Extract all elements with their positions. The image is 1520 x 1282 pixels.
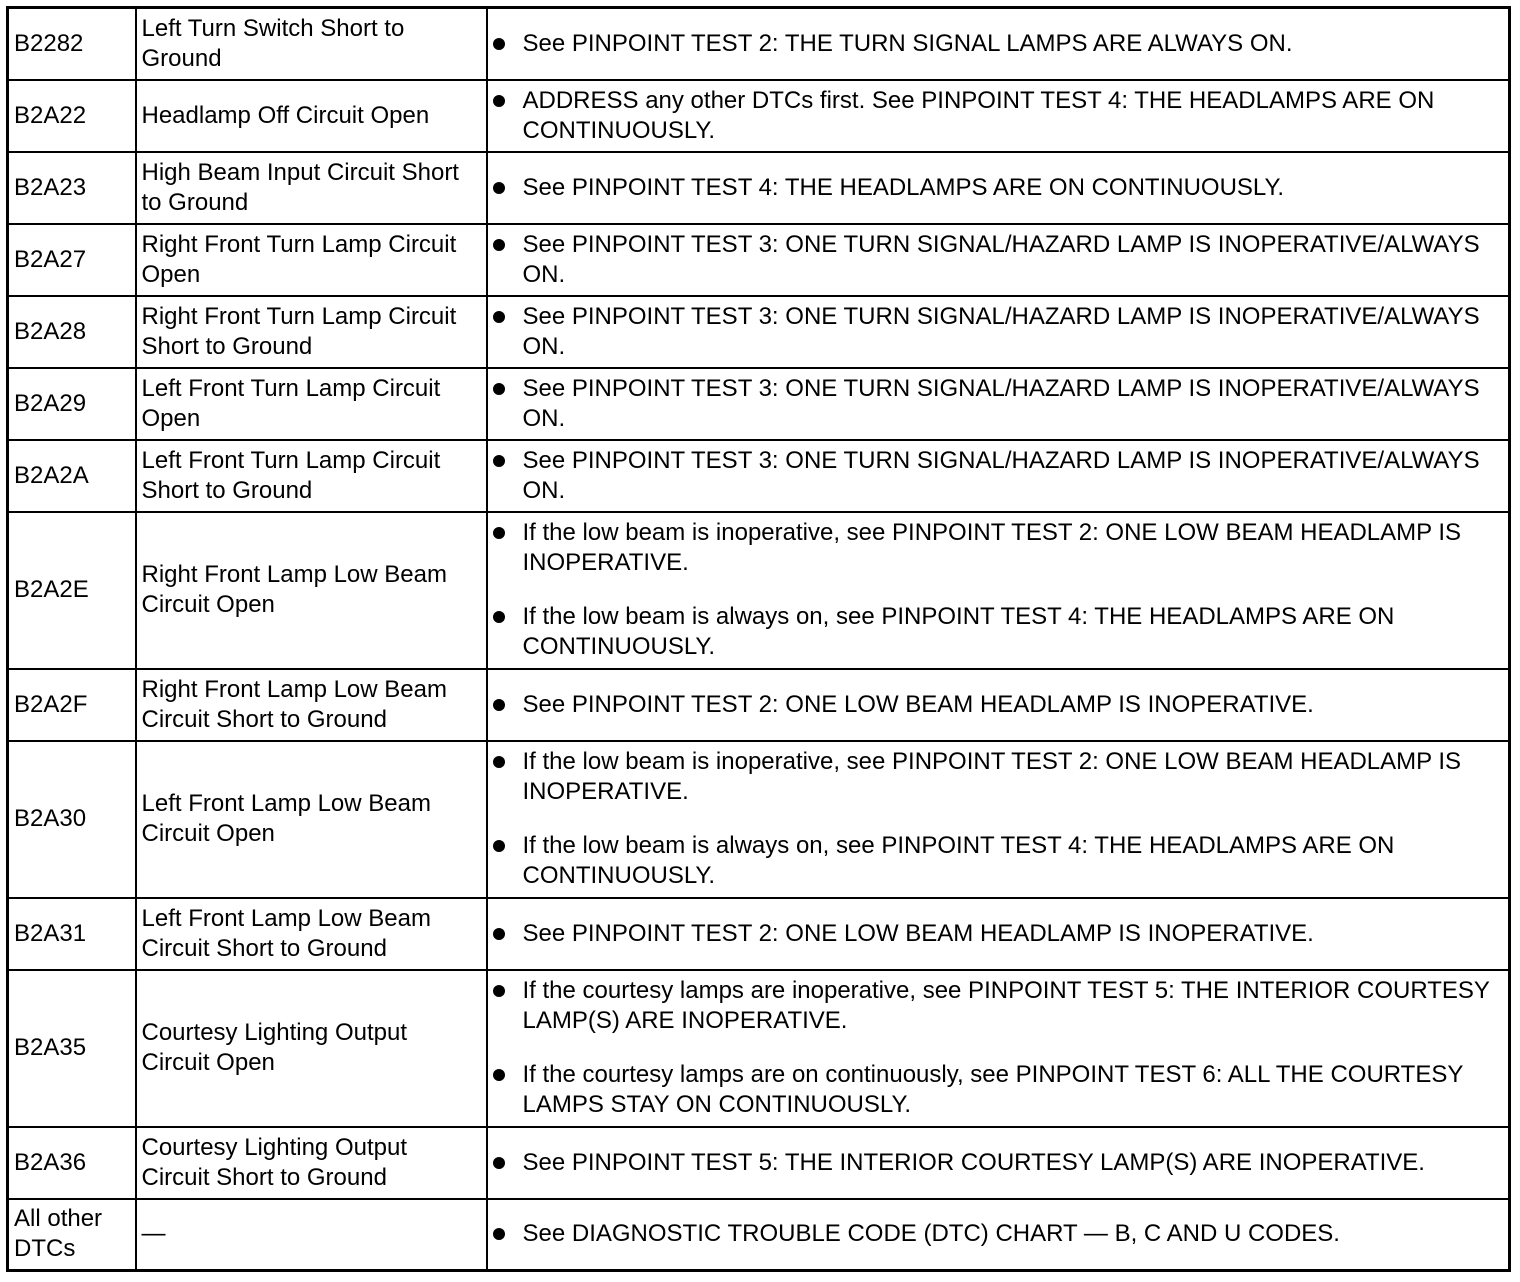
dtc-description: Left Turn Switch Short to Ground — [136, 8, 487, 80]
action-item: See DIAGNOSTIC TROUBLE CODE (DTC) CHART — B, C AND U CODES. — [493, 1219, 1504, 1249]
action-list — [493, 747, 1504, 891]
action-item: If the low beam is always on, see PINPOINT TEST 4: THE HEADLAMPS ARE ON CONTINUOUSLY. — [493, 602, 1504, 662]
action-list — [493, 446, 1504, 506]
dtc-code: B2A23 — [8, 152, 136, 224]
dtc-action-cell — [487, 80, 1510, 152]
dtc-action-cell — [487, 741, 1510, 898]
dtc-action-cell — [487, 970, 1510, 1127]
table-row — [8, 1199, 1510, 1271]
table-row — [8, 80, 1510, 152]
table-row — [8, 970, 1510, 1127]
action-item: If the low beam is inoperative, see PINPOINT TEST 2: ONE LOW BEAM HEADLAMP IS INOPERATIVE. — [493, 518, 1504, 578]
action-list — [493, 173, 1504, 203]
action-item: See PINPOINT TEST 2: ONE LOW BEAM HEADLAMP IS INOPERATIVE. — [493, 690, 1504, 720]
action-item: ADDRESS any other DTCs first. See PINPOINT TEST 4: THE HEADLAMPS ARE ON CONTINUOUSLY. — [493, 86, 1504, 146]
dtc-description: High Beam Input Circuit Short to Ground — [136, 152, 487, 224]
dtc-description: Left Front Turn Lamp Circuit Short to Ground — [136, 440, 487, 512]
action-item: If the courtesy lamps are inoperative, see PINPOINT TEST 5: THE INTERIOR COURTESY LAMP(S) ARE INOPERATIVE. — [493, 976, 1504, 1036]
action-list — [493, 230, 1504, 290]
action-item: See PINPOINT TEST 3: ONE TURN SIGNAL/HAZARD LAMP IS INOPERATIVE/ALWAYS ON. — [493, 374, 1504, 434]
action-list — [493, 374, 1504, 434]
dtc-code: B2A2F — [8, 669, 136, 741]
dtc-code: B2A36 — [8, 1127, 136, 1199]
table-row — [8, 1127, 1510, 1199]
dtc-description: Headlamp Off Circuit Open — [136, 80, 487, 152]
dtc-description: Right Front Turn Lamp Circuit Short to Ground — [136, 296, 487, 368]
table-row — [8, 898, 1510, 970]
action-list — [493, 919, 1504, 949]
table-row — [8, 152, 1510, 224]
table-row — [8, 8, 1510, 80]
dtc-action-cell — [487, 1199, 1510, 1271]
dtc-code: B2282 — [8, 8, 136, 80]
action-list — [493, 86, 1504, 146]
dtc-action-cell — [487, 296, 1510, 368]
dtc-description: Courtesy Lighting Output Circuit Short to Ground — [136, 1127, 487, 1199]
action-item: If the courtesy lamps are on continuously, see PINPOINT TEST 6: ALL THE COURTESY LAMPS STAY ON CONTINUOUSLY. — [493, 1060, 1504, 1120]
dtc-action-cell — [487, 368, 1510, 440]
action-list — [493, 690, 1504, 720]
action-item: If the low beam is always on, see PINPOINT TEST 4: THE HEADLAMPS ARE ON CONTINUOUSLY. — [493, 831, 1504, 891]
dtc-action-cell — [487, 8, 1510, 80]
action-item: See PINPOINT TEST 5: THE INTERIOR COURTESY LAMP(S) ARE INOPERATIVE. — [493, 1148, 1504, 1178]
action-list — [493, 29, 1504, 59]
table-row — [8, 296, 1510, 368]
dtc-description: Right Front Turn Lamp Circuit Open — [136, 224, 487, 296]
dtc-description: Right Front Lamp Low Beam Circuit Short to Ground — [136, 669, 487, 741]
action-item: If the low beam is inoperative, see PINPOINT TEST 2: ONE LOW BEAM HEADLAMP IS INOPERATIVE. — [493, 747, 1504, 807]
dtc-code: B2A28 — [8, 296, 136, 368]
table-row — [8, 224, 1510, 296]
dtc-code: B2A27 — [8, 224, 136, 296]
action-item: See PINPOINT TEST 3: ONE TURN SIGNAL/HAZARD LAMP IS INOPERATIVE/ALWAYS ON. — [493, 302, 1504, 362]
action-item: See PINPOINT TEST 2: ONE LOW BEAM HEADLAMP IS INOPERATIVE. — [493, 919, 1504, 949]
table-row — [8, 440, 1510, 512]
dtc-description: Left Front Turn Lamp Circuit Open — [136, 368, 487, 440]
dtc-action-cell — [487, 152, 1510, 224]
dtc-action-cell — [487, 1127, 1510, 1199]
dtc-action-cell — [487, 898, 1510, 970]
dtc-code: B2A29 — [8, 368, 136, 440]
dtc-code: B2A2A — [8, 440, 136, 512]
action-item: See PINPOINT TEST 2: THE TURN SIGNAL LAMPS ARE ALWAYS ON. — [493, 29, 1504, 59]
dtc-table-body — [8, 8, 1510, 1271]
dtc-description: — — [136, 1199, 487, 1271]
dtc-code: B2A31 — [8, 898, 136, 970]
table-row — [8, 669, 1510, 741]
dtc-action-cell — [487, 669, 1510, 741]
dtc-action-cell — [487, 512, 1510, 669]
dtc-description: Right Front Lamp Low Beam Circuit Open — [136, 512, 487, 669]
action-list — [493, 976, 1504, 1120]
dtc-code: B2A30 — [8, 741, 136, 898]
table-row — [8, 368, 1510, 440]
dtc-code: B2A22 — [8, 80, 136, 152]
action-list — [493, 302, 1504, 362]
dtc-action-cell — [487, 440, 1510, 512]
action-item: See PINPOINT TEST 3: ONE TURN SIGNAL/HAZARD LAMP IS INOPERATIVE/ALWAYS ON. — [493, 230, 1504, 290]
action-list — [493, 1148, 1504, 1178]
dtc-description: Courtesy Lighting Output Circuit Open — [136, 970, 487, 1127]
action-list — [493, 1219, 1504, 1249]
action-item: See PINPOINT TEST 3: ONE TURN SIGNAL/HAZARD LAMP IS INOPERATIVE/ALWAYS ON. — [493, 446, 1504, 506]
dtc-description: Left Front Lamp Low Beam Circuit Short to Ground — [136, 898, 487, 970]
table-row — [8, 741, 1510, 898]
dtc-code: All other DTCs — [8, 1199, 136, 1271]
dtc-table — [6, 6, 1511, 1272]
table-row — [8, 512, 1510, 669]
dtc-code: B2A2E — [8, 512, 136, 669]
action-list — [493, 518, 1504, 662]
dtc-action-cell — [487, 224, 1510, 296]
action-item: See PINPOINT TEST 4: THE HEADLAMPS ARE ON CONTINUOUSLY. — [493, 173, 1504, 203]
dtc-code: B2A35 — [8, 970, 136, 1127]
dtc-description: Left Front Lamp Low Beam Circuit Open — [136, 741, 487, 898]
